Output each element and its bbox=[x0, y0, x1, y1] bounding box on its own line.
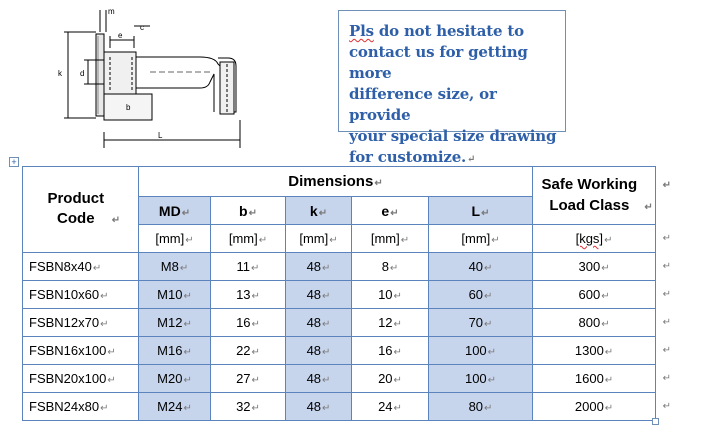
paragraph-mark: ↵ bbox=[484, 403, 493, 414]
paragraph-mark: ↵ bbox=[100, 403, 109, 414]
cell-k: 48↵ bbox=[286, 309, 352, 337]
row-end-mark: ↵ bbox=[662, 345, 672, 356]
header-product-code-text: Product Code bbox=[47, 189, 105, 227]
label-b: b bbox=[126, 103, 131, 112]
cell-code: FSBN24x80↵ bbox=[23, 393, 139, 421]
paragraph-mark: ↵ bbox=[100, 291, 109, 302]
paragraph-mark: ↵ bbox=[393, 347, 402, 358]
paragraph-mark: ↵ bbox=[322, 291, 331, 302]
note-line-4: your special size drawing bbox=[349, 127, 557, 145]
row-end-mark: ↵ bbox=[662, 261, 672, 272]
paragraph-mark: ↵ bbox=[487, 375, 497, 386]
paragraph-mark: ↵ bbox=[179, 263, 189, 274]
table-row bbox=[23, 393, 656, 421]
header-product-code bbox=[23, 167, 139, 253]
paragraph-mark: ↵ bbox=[389, 263, 399, 274]
unit-b: [mm]↵ bbox=[211, 225, 286, 253]
cell-e: 16↵ bbox=[352, 337, 429, 365]
specification-table bbox=[22, 166, 672, 421]
paragraph-mark: ↵ bbox=[400, 235, 410, 246]
paragraph-mark: ↵ bbox=[604, 347, 614, 358]
paragraph-mark: ↵ bbox=[604, 235, 613, 246]
paragraph-mark: ↵ bbox=[487, 347, 497, 358]
col-k: k↵ bbox=[286, 197, 352, 225]
cell-l: 40↵ bbox=[429, 253, 533, 281]
cell-e: 10↵ bbox=[352, 281, 429, 309]
paragraph-mark: ↵ bbox=[329, 235, 338, 246]
table-row bbox=[23, 337, 656, 365]
cell-e: 20↵ bbox=[352, 365, 429, 393]
paragraph-mark: ↵ bbox=[601, 319, 610, 330]
cell-md: M10↵ bbox=[139, 281, 211, 309]
cell-k: 48↵ bbox=[286, 281, 352, 309]
paragraph-mark: ↵ bbox=[183, 403, 192, 414]
paragraph-mark: ↵ bbox=[604, 375, 614, 386]
table-move-handle-icon[interactable]: + bbox=[9, 157, 19, 167]
paragraph-mark: ↵ bbox=[251, 375, 260, 386]
cell-md: M24↵ bbox=[139, 393, 211, 421]
row-end-mark: ↵ bbox=[662, 180, 672, 191]
paragraph-mark: ↵ bbox=[604, 403, 614, 414]
paragraph-mark: ↵ bbox=[111, 214, 121, 226]
cell-b: 11↵ bbox=[211, 253, 286, 281]
paragraph-mark: ↵ bbox=[484, 263, 493, 274]
row-end-mark: ↵ bbox=[662, 233, 672, 244]
paragraph-mark: ↵ bbox=[322, 347, 331, 358]
cell-code: FSBN20x100↵ bbox=[23, 365, 139, 393]
cell-l: 80↵ bbox=[429, 393, 533, 421]
cell-swl: 600↵ ↵ bbox=[533, 281, 656, 309]
paragraph-mark: ↵ bbox=[322, 375, 331, 386]
paragraph-mark: ↵ bbox=[393, 403, 402, 414]
paragraph-mark: ↵ bbox=[107, 347, 116, 358]
unit-swl: [kgs]↵ ↵ bbox=[533, 225, 656, 253]
paragraph-mark: ↵ bbox=[491, 235, 500, 246]
paragraph-mark: ↵ bbox=[481, 207, 490, 219]
paragraph-mark: ↵ bbox=[393, 291, 402, 302]
paragraph-mark: ↵ bbox=[183, 375, 192, 386]
contact-note-box bbox=[338, 10, 566, 166]
row-end-mark: ↵ bbox=[662, 289, 672, 300]
header-swl-text: Safe Working Load Class bbox=[541, 175, 638, 214]
paragraph-mark: ↵ bbox=[484, 319, 493, 330]
paragraph-mark: ↵ bbox=[100, 319, 109, 330]
note-line-1 bbox=[349, 21, 557, 42]
unit-md: [mm]↵ bbox=[139, 225, 211, 253]
cell-e: 24↵ bbox=[352, 393, 429, 421]
col-b: b↵ bbox=[211, 197, 286, 225]
paragraph-mark: ↵ bbox=[322, 263, 331, 274]
paragraph-mark: ↵ bbox=[393, 319, 402, 330]
row-end-mark: ↵ bbox=[662, 373, 672, 384]
cell-swl: 300↵ ↵ bbox=[533, 253, 656, 281]
cell-code: FSBN10x60↵ bbox=[23, 281, 139, 309]
paragraph-mark: ↵ bbox=[251, 263, 260, 274]
paragraph-mark: ↵ bbox=[248, 207, 257, 219]
paragraph-mark: ↵ bbox=[185, 235, 194, 246]
note-word-pls: Pls bbox=[349, 22, 374, 40]
paragraph-mark: ↵ bbox=[390, 207, 399, 219]
header-swl bbox=[533, 167, 672, 225]
cell-l: 70↵ bbox=[429, 309, 533, 337]
row-end-mark: ↵ bbox=[662, 401, 672, 412]
unit-l: [mm]↵ bbox=[429, 225, 533, 253]
note-line-5-text: for customize. bbox=[349, 148, 467, 166]
cell-swl: 800↵ ↵ bbox=[533, 309, 656, 337]
paragraph-mark: ↵ bbox=[251, 403, 260, 414]
table-row bbox=[23, 309, 656, 337]
paragraph-mark: ↵ bbox=[92, 263, 102, 274]
cell-code: FSBN12x70↵ bbox=[23, 309, 139, 337]
label-L: L bbox=[158, 131, 163, 140]
cell-md: M20↵ bbox=[139, 365, 211, 393]
cell-e: 8↵ bbox=[352, 253, 429, 281]
cell-b: 27↵ bbox=[211, 365, 286, 393]
cell-md: M16↵ bbox=[139, 337, 211, 365]
cell-e: 12↵ bbox=[352, 309, 429, 337]
paragraph-mark: ↵ bbox=[258, 235, 268, 246]
paragraph-mark: ↵ bbox=[251, 347, 260, 358]
paragraph-mark: ↵ bbox=[467, 154, 476, 165]
paragraph-mark: ↵ bbox=[181, 207, 191, 219]
paragraph-mark: ↵ bbox=[601, 263, 610, 274]
cell-k: 48↵ bbox=[286, 365, 352, 393]
product-technical-drawing bbox=[50, 2, 275, 152]
table-resize-handle-icon[interactable] bbox=[652, 418, 659, 425]
paragraph-mark: ↵ bbox=[374, 178, 383, 189]
paragraph-mark: ↵ bbox=[322, 403, 331, 414]
table-row bbox=[23, 253, 656, 281]
cell-l: 100↵ bbox=[429, 365, 533, 393]
col-md: MD↵ bbox=[139, 197, 211, 225]
header-dimensions-text: Dimensions bbox=[288, 173, 374, 190]
cell-md: M12↵ bbox=[139, 309, 211, 337]
cell-code: FSBN8x40↵ bbox=[23, 253, 139, 281]
cell-k: 48↵ bbox=[286, 393, 352, 421]
unit-e: [mm]↵ bbox=[352, 225, 429, 253]
cell-b: 16↵ bbox=[211, 309, 286, 337]
unit-k: [mm]↵ bbox=[286, 225, 352, 253]
paragraph-mark: ↵ bbox=[107, 375, 116, 386]
label-d: d bbox=[80, 69, 85, 78]
paragraph-mark: ↵ bbox=[601, 291, 610, 302]
col-e: e↵ bbox=[352, 197, 429, 225]
label-c: c bbox=[140, 23, 144, 32]
cell-swl: 1600↵ ↵ bbox=[533, 365, 656, 393]
note-line-3: difference size, or provide bbox=[349, 85, 497, 124]
note-line-2: contact us for getting more bbox=[349, 43, 528, 82]
cell-swl: 1300↵ ↵ bbox=[533, 337, 656, 365]
cell-code: FSBN16x100↵ bbox=[23, 337, 139, 365]
paragraph-mark: ↵ bbox=[251, 319, 260, 330]
paragraph-mark: ↵ bbox=[183, 347, 192, 358]
paragraph-mark: ↵ bbox=[644, 201, 653, 213]
cell-l: 60↵ bbox=[429, 281, 533, 309]
paragraph-mark: ↵ bbox=[318, 207, 328, 219]
col-l: L↵ bbox=[429, 197, 533, 225]
table-row bbox=[23, 365, 656, 393]
header-dimensions bbox=[139, 167, 533, 197]
paragraph-mark: ↵ bbox=[251, 291, 260, 302]
note-line-1-rest: do not hesitate to bbox=[378, 22, 524, 40]
cell-swl: 2000↵ ↵ bbox=[533, 393, 656, 421]
cell-k: 48↵ bbox=[286, 337, 352, 365]
cell-b: 32↵ bbox=[211, 393, 286, 421]
paragraph-mark: ↵ bbox=[183, 319, 192, 330]
cell-b: 22↵ bbox=[211, 337, 286, 365]
paragraph-mark: ↵ bbox=[183, 291, 192, 302]
table-row bbox=[23, 281, 656, 309]
label-k: k bbox=[58, 69, 62, 78]
paragraph-mark: ↵ bbox=[393, 375, 402, 386]
cell-l: 100↵ bbox=[429, 337, 533, 365]
cell-k: 48↵ bbox=[286, 253, 352, 281]
paragraph-mark: ↵ bbox=[322, 319, 331, 330]
label-m: m bbox=[108, 7, 115, 16]
cell-b: 13↵ bbox=[211, 281, 286, 309]
cell-md: M8↵ bbox=[139, 253, 211, 281]
paragraph-mark: ↵ bbox=[484, 291, 493, 302]
label-e: e bbox=[118, 31, 123, 40]
row-end-mark: ↵ bbox=[662, 317, 672, 328]
